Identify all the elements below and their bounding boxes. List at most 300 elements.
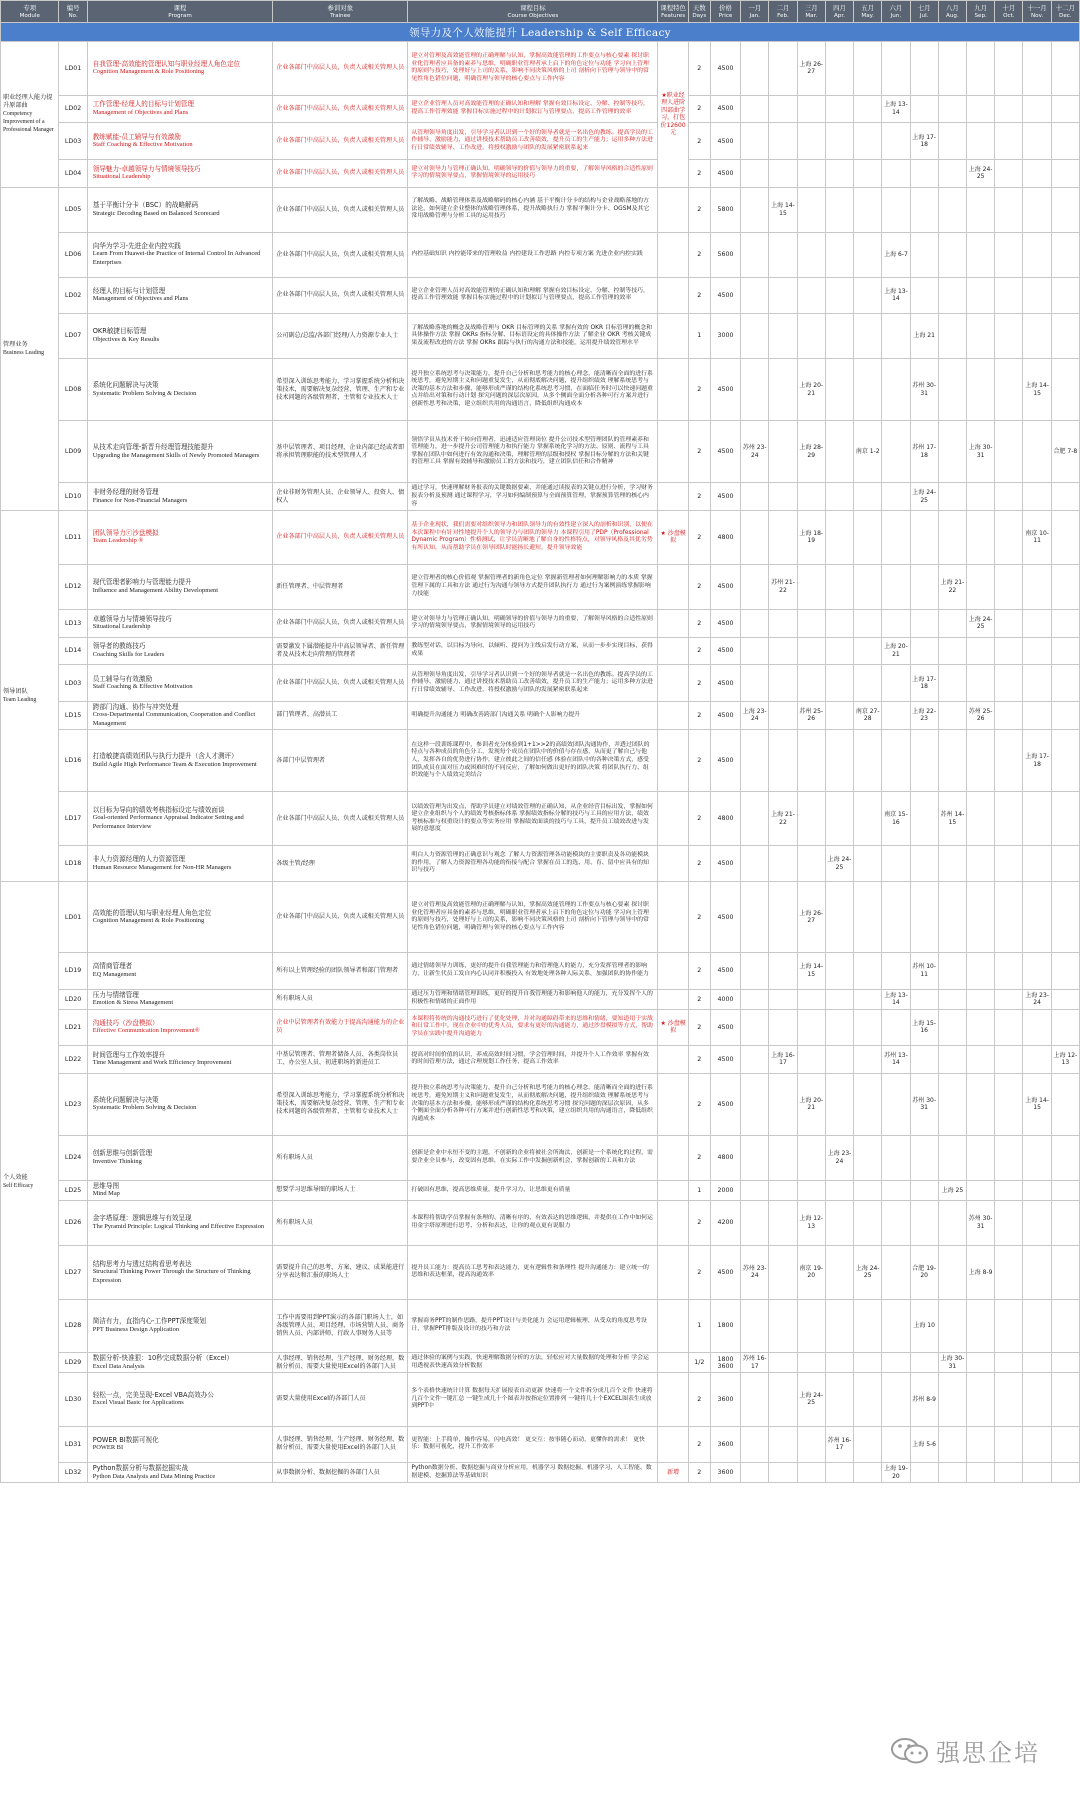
module-name-cn: 管理业务 [3, 340, 28, 348]
course-trainee: 各部门中层管理者 [273, 730, 408, 792]
schedule-cell [1051, 1245, 1079, 1299]
schedule-cell [938, 989, 966, 1009]
course-features [658, 1200, 688, 1245]
course-objectives: 教练型对话，以目标为导向，以倾听、提问为主线启发行动方案，从而一步步实现目标，获得成果 [408, 637, 658, 665]
course-price: 4500 [710, 701, 740, 730]
schedule-cell [938, 665, 966, 701]
schedule-cell [882, 882, 910, 953]
course-trainee: 企业各部门中高层人员、负责人或相关管理人员 [273, 159, 408, 187]
course-row [1, 1073, 1080, 1135]
course-name-cn: 团队领导力ⓒ沙盘模拟 [92, 528, 159, 537]
course-trainee: 工作中需要用到PPT演示的各部门职场人士，如各级管理人员、项目经理、市场营销人员、商务销售人员、内部讲师、行政人事财务人员等 [273, 1299, 408, 1353]
schedule-cell [1023, 1200, 1051, 1245]
schedule-cell [967, 989, 995, 1009]
course-name-en: Excel Data Analysis [92, 1362, 145, 1370]
course-name-cn: 卓越领导力与情境领导技巧 [92, 614, 172, 623]
schedule-cell [854, 730, 882, 792]
schedule-cell [882, 358, 910, 420]
schedule-cell [769, 511, 797, 565]
schedule-cell [995, 882, 1023, 953]
course-name-cn: 非财务经理的财务管理 [92, 488, 159, 497]
header-trainee: 参训对象 Trainee [273, 1, 408, 23]
course-days: 2 [688, 846, 710, 882]
schedule-cell: 苏州 25-26 [967, 701, 995, 730]
schedule-cell: 南京 10-11 [1023, 511, 1051, 565]
schedule-cell [769, 1463, 797, 1483]
schedule-cell [769, 701, 797, 730]
course-name-en: EQ Management [92, 970, 137, 978]
course-name-en: PPT Business Design Application [92, 1325, 180, 1333]
course-trainee: 中基层管理者、管理者储备人员、各类岗位员工、办公室人员、初进职场的新进员工 [273, 1045, 408, 1073]
course-objectives: 建立管理者的核心价值观 掌握管理者的新角色定位 掌握新管理者如何理解影响力的本质 掌握管理下属的工具和方法 通过行为沟通与领导方式提升团队执行力 通过行为案例演练掌握影响力技能 [408, 564, 658, 609]
course-objectives: 提高对时间价值的认识，养成高效时间习惯，学会管理时间，并提升个人工作效率 掌握有效的时间管理方法，通过合理规划工作任务，提高工作效率 [408, 1045, 658, 1073]
course-days: 2 [688, 1135, 710, 1180]
schedule-cell [967, 1180, 995, 1200]
course-features [658, 846, 688, 882]
course-name-cn: 高效能的管理认知与职业经理人角色定位 [92, 908, 212, 917]
course-trainee: 企业非财务管理人员、企业领导人、投资人、债权人 [273, 483, 408, 511]
schedule-cell [938, 1200, 966, 1245]
course-price: 4500 [710, 483, 740, 511]
course-name-cn: 领导者的教练技巧 [92, 642, 146, 651]
schedule-cell: 上海 21 [910, 313, 938, 358]
course-days: 1/2 [688, 1353, 710, 1373]
schedule-cell [1051, 159, 1079, 187]
course-row [1, 1426, 1080, 1462]
schedule-cell [910, 42, 938, 96]
course-code: LD22 [59, 1045, 87, 1073]
course-program [87, 159, 273, 187]
course-name-en: Cross-Departmental Communication, Cooperation and Conflict Management [92, 711, 256, 727]
course-price: 4500 [710, 882, 740, 953]
course-row [1, 882, 1080, 953]
schedule-cell [882, 1135, 910, 1180]
schedule-cell [797, 846, 825, 882]
schedule-cell [882, 953, 910, 989]
course-price: 4800 [710, 1135, 740, 1180]
schedule-cell [938, 1045, 966, 1073]
schedule-cell [797, 159, 825, 187]
schedule-cell [938, 730, 966, 792]
course-objectives: 本课程将帮助学员掌握有条理的、清晰有序的、有效表达的思维逻辑，并提供在工作中如何运用金字塔原理进行思考、分析和表达，让你的观点更有说服力 [408, 1200, 658, 1245]
course-objectives: 提升独立系统思考与决策能力，提升自己分析和思考能力的核心理念，能清晰而全面的进行系统思考，避免短期主义和问题重复发生，从而彻底解决问题，提升组织绩效 理解系统思考与决策的基本方法和步骤，能够形成严谨的结构化系统思考习惯 探究问题的深层次原因，从多个侧面全面分析各种可行方案并进行创新性思考和决策，建立组织共用的沟通语言，降低组织沟通成本 [408, 1073, 658, 1135]
schedule-cell [938, 1299, 966, 1353]
course-features [658, 637, 688, 665]
schedule-cell: 上海 21-22 [769, 792, 797, 846]
schedule-cell [741, 1045, 769, 1073]
course-objectives: Python数据分析、数据挖掘与商业分析应用，机器学习 数据挖掘、机器学习、人工智能、数据建模、挖掘算法等基础知识 [408, 1463, 658, 1483]
header-month: 二月 Feb. [769, 1, 797, 23]
schedule-cell [910, 1200, 938, 1245]
schedule-cell [1023, 159, 1051, 187]
schedule-cell [854, 313, 882, 358]
course-objectives: 建立对管理及高效能管理的正确理解与认知，掌握高效能管理的工作要点与核心要素 探讨职业化管理者应具备的素养与思维，明确职业管理者承上启下的角色定位与功能 学习向上管理的原则与技巧，处理好与上司的关系，影响不同决策风格的上司 剖析向下管理与领导中的常见性角色错位问题，明确管理与领导的核心要点与工作内容 [408, 42, 658, 96]
schedule-cell [797, 313, 825, 358]
course-program [87, 1200, 273, 1245]
schedule-cell [797, 1463, 825, 1483]
schedule-cell: 苏州 13-14 [882, 1045, 910, 1073]
schedule-cell [854, 1135, 882, 1180]
schedule-cell [797, 95, 825, 123]
schedule-cell: 苏州 16-17 [825, 1426, 853, 1462]
schedule-cell [995, 609, 1023, 637]
course-price: 4500 [710, 358, 740, 420]
schedule-cell [1051, 1463, 1079, 1483]
schedule-cell [797, 564, 825, 609]
schedule-cell [854, 483, 882, 511]
course-objectives: 基于企业现状，我们需要对组织领导力和团队领导力的有效性建立深入的剖析和识别，以便在本次课程中有针对性地提升个人的领导力与团队的领导力 本课程引用了PDP（Professional Dynamic Program）性格测试，让学员清晰地了解自身的性格特点，对领导风格及其优劣势有所认知，从而帮助学员在领导团队时能扬长避短，提升领导效能 [408, 511, 658, 565]
course-code: LD09 [59, 421, 87, 483]
schedule-cell [967, 95, 995, 123]
schedule-cell [769, 1180, 797, 1200]
schedule-cell [1023, 421, 1051, 483]
course-name-cn: 压力与情绪管理 [92, 990, 139, 999]
schedule-cell [741, 1073, 769, 1135]
course-features [658, 564, 688, 609]
course-days: 2 [688, 159, 710, 187]
course-trainee: 企业各部门中高层人员、负责人或相关管理人员 [273, 95, 408, 123]
header-price: 价格 Price [710, 1, 740, 23]
schedule-cell [825, 701, 853, 730]
schedule-cell [769, 953, 797, 989]
schedule-cell [825, 665, 853, 701]
schedule-cell [882, 1009, 910, 1045]
schedule-cell: 合肥 7-8 [1051, 421, 1079, 483]
course-row [1, 846, 1080, 882]
schedule-cell [1051, 609, 1079, 637]
schedule-cell: 苏州 8-9 [910, 1373, 938, 1427]
course-price: 4500 [710, 637, 740, 665]
course-name-cn: 跨部门沟通、协作与冲突处理 [92, 702, 179, 711]
schedule-cell: 上海 24-25 [967, 609, 995, 637]
schedule-cell [1051, 989, 1079, 1009]
course-program [87, 564, 273, 609]
schedule-cell [910, 792, 938, 846]
schedule-cell [854, 846, 882, 882]
schedule-cell: 上海 8-9 [967, 1245, 995, 1299]
course-price: 4500 [710, 609, 740, 637]
course-features [658, 701, 688, 730]
course-objectives: 打破固有思维，提高思维质量，提升学习力，让思维更有质量 [408, 1180, 658, 1200]
course-days: 2 [688, 123, 710, 159]
schedule-cell [741, 882, 769, 953]
course-objectives: 通过学习，快速理解财务报表的关键数据要素，并能通过读报表的关键点进行分析，学习财务报表分析及预测 通过课程学习，学习如何编制预算与全面预算管理，掌握预算管理的核心内容 [408, 483, 658, 511]
course-price: 4500 [710, 1245, 740, 1299]
course-price: 4500 [710, 421, 740, 483]
schedule-cell [854, 511, 882, 565]
schedule-cell [995, 123, 1023, 159]
course-name-cn: 系统化问题解决与决策 [92, 1095, 159, 1104]
course-row [1, 421, 1080, 483]
course-days: 2 [688, 1200, 710, 1245]
schedule-cell [1023, 792, 1051, 846]
schedule-cell [967, 232, 995, 277]
header-month: 八月 Aug. [938, 1, 966, 23]
schedule-cell [1051, 564, 1079, 609]
schedule-cell [741, 846, 769, 882]
course-program [87, 232, 273, 277]
course-name-en: Systematic Problem Solving & Decision [92, 1104, 197, 1112]
course-days: 1 [688, 313, 710, 358]
course-trainee: 企业各部门中高层人员、负责人或相关管理人员 [273, 187, 408, 232]
schedule-cell: 上海 24-25 [825, 846, 853, 882]
schedule-cell [741, 989, 769, 1009]
schedule-cell [938, 358, 966, 420]
course-days: 2 [688, 421, 710, 483]
schedule-cell: 上海 14-15 [1023, 358, 1051, 420]
schedule-cell [825, 1373, 853, 1427]
schedule-cell [797, 277, 825, 313]
course-trainee: 所有职场人员 [273, 989, 408, 1009]
schedule-cell [882, 609, 910, 637]
course-objectives: 本课程将传统的沟通技巧进行了优化处理，并对沟通障碍带来的思维和情绪，要知道用于实战和日常工作中。现在企业中的优秀人员，要求有更好的沟通能力，通过沙盘模拟等方式，帮助学员在实践中提升沟通能力 [408, 1009, 658, 1045]
schedule-cell [825, 609, 853, 637]
course-days: 2 [688, 483, 710, 511]
schedule-cell [938, 701, 966, 730]
schedule-cell [995, 95, 1023, 123]
course-code: LD24 [59, 1135, 87, 1180]
course-row [1, 483, 1080, 511]
course-trainee: 所有职场人员 [273, 1200, 408, 1245]
header-month: 七月 Jul. [910, 1, 938, 23]
course-row [1, 511, 1080, 565]
schedule-cell: 上海 14-15 [769, 187, 797, 232]
schedule-cell [825, 1073, 853, 1135]
schedule-cell [797, 1426, 825, 1462]
course-price: 4500 [710, 95, 740, 123]
course-objectives: 建立企业管理人员对高效能管理的正确认知和理解 掌握有效目标设定、分解、控制等技巧，提高工作管理效能 掌握目标实施过程中的计划拟订与管理要点，提高工作管理的效率 [408, 95, 658, 123]
schedule-cell: 上海 20-21 [797, 1073, 825, 1135]
schedule-cell [910, 846, 938, 882]
schedule-cell [1051, 846, 1079, 882]
schedule-cell [854, 1426, 882, 1462]
schedule-cell [967, 1299, 995, 1353]
course-program [87, 1045, 273, 1073]
course-price: 1800 [710, 1299, 740, 1353]
schedule-cell [1051, 313, 1079, 358]
course-days: 2 [688, 1073, 710, 1135]
schedule-cell [741, 358, 769, 420]
schedule-cell [825, 187, 853, 232]
schedule-cell: 上海 24-25 [967, 159, 995, 187]
schedule-cell [854, 1299, 882, 1353]
course-price: 4500 [710, 277, 740, 313]
schedule-cell [741, 1463, 769, 1483]
course-price: 4500 [710, 730, 740, 792]
schedule-cell [854, 187, 882, 232]
schedule-cell [967, 730, 995, 792]
schedule-cell [854, 277, 882, 313]
course-row [1, 123, 1080, 159]
course-days: 2 [688, 511, 710, 565]
course-name-en: Inventive Thinking [92, 1157, 142, 1165]
course-objectives: 了解战略、战略管理体系及战略解码的核心内涵 基于平衡计分卡的结构与企业战略落地的方法论，如何建立企业整体的战略管理体系，提升战略执行力 掌握平衡计分卡、OGSM及其它常用战略管理与分析工具的运用技巧 [408, 187, 658, 232]
course-row [1, 637, 1080, 665]
schedule-cell [995, 42, 1023, 96]
schedule-cell [967, 846, 995, 882]
schedule-cell [854, 1353, 882, 1373]
course-name-en: Python Data Analysis and Data Mining Practice [92, 1472, 216, 1480]
course-price: 4000 [710, 989, 740, 1009]
schedule-cell [769, 421, 797, 483]
schedule-cell [995, 483, 1023, 511]
schedule-cell [1051, 1200, 1079, 1245]
schedule-cell [769, 609, 797, 637]
course-trainee: 从事数据分析、数据挖掘的各部门人员 [273, 1463, 408, 1483]
course-objectives: 提升员工能力：提高员工思考和表达能力，更有逻辑性和条理性 提升沟通能力：建立统一的思维和表达框架，提高沟通效率 [408, 1245, 658, 1299]
course-features [658, 665, 688, 701]
course-price: 4200 [710, 1200, 740, 1245]
schedule-cell: 上海 24-25 [797, 1373, 825, 1427]
course-features [658, 1135, 688, 1180]
section-band [1, 23, 1080, 42]
schedule-cell [797, 1045, 825, 1073]
schedule-cell [882, 123, 910, 159]
schedule-cell [854, 882, 882, 953]
schedule-cell [1023, 637, 1051, 665]
course-name-en: Finance for Non-Financial Managers [92, 496, 188, 504]
schedule-cell [769, 1073, 797, 1135]
schedule-cell [797, 637, 825, 665]
course-code: LD02 [59, 95, 87, 123]
schedule-cell [882, 511, 910, 565]
course-code: LD19 [59, 953, 87, 989]
course-trainee: 企业中层管理者有效能力于提高沟通能力的企业员 [273, 1009, 408, 1045]
course-name-en: Time Management and Work Efficiency Improvement [92, 1059, 232, 1067]
schedule-cell [995, 358, 1023, 420]
schedule-cell [882, 701, 910, 730]
schedule-cell [910, 232, 938, 277]
course-program [87, 665, 273, 701]
schedule-cell [1051, 511, 1079, 565]
schedule-cell [995, 953, 1023, 989]
schedule-cell [769, 665, 797, 701]
schedule-cell [882, 159, 910, 187]
course-program [87, 1009, 273, 1045]
schedule-cell [769, 313, 797, 358]
course-program [87, 609, 273, 637]
course-trainee: 人事经理、销售经理、生产经理、财务经理、数据分析员、需要大量使用Excel的各部门人员 [273, 1426, 408, 1462]
schedule-cell: 上海 6-7 [882, 232, 910, 277]
course-code: LD06 [59, 232, 87, 277]
course-features: 新增 [658, 1463, 688, 1483]
module-cell [1, 187, 59, 511]
schedule-cell [825, 123, 853, 159]
course-trainee: 人事经理、销售经理、生产经理、财务经理，数据分析员、需要大量使用Excel的各部门人员 [273, 1353, 408, 1373]
header-month: 九月 Sep. [967, 1, 995, 23]
course-trainee: 希望深入训练思考能力，学习掌握系统分析和决策技术，需要解决复杂经营、管理、生产和专业技术问题的各级管理者、主管和专业技术人士 [273, 1073, 408, 1135]
table-body [1, 23, 1080, 1483]
course-program [87, 701, 273, 730]
course-row [1, 159, 1080, 187]
course-days: 2 [688, 792, 710, 846]
schedule-cell [1023, 1353, 1051, 1373]
course-price: 4500 [710, 159, 740, 187]
schedule-cell [1023, 42, 1051, 96]
schedule-cell [769, 95, 797, 123]
course-days: 2 [688, 564, 710, 609]
schedule-cell [967, 1463, 995, 1483]
schedule-cell [741, 564, 769, 609]
schedule-cell [910, 564, 938, 609]
schedule-cell: 上海 17-18 [1023, 730, 1051, 792]
course-days: 2 [688, 277, 710, 313]
course-row [1, 953, 1080, 989]
course-name-en: Management of Objectives and Plans [92, 108, 189, 116]
course-features [658, 1426, 688, 1462]
schedule-cell [995, 989, 1023, 1009]
module-cell [1, 42, 59, 188]
schedule-cell [910, 1045, 938, 1073]
course-days: 2 [688, 1009, 710, 1045]
course-name-cn: 打造敏捷高绩效团队与执行力提升（含人才测评） [92, 752, 238, 761]
schedule-cell [995, 511, 1023, 565]
schedule-cell [938, 277, 966, 313]
course-trainee: 需要提升自己的思考、方案、建议、成果能进行分享表达和汇报的职场人士 [273, 1245, 408, 1299]
schedule-cell: 苏州 17-18 [910, 421, 938, 483]
schedule-cell [825, 483, 853, 511]
schedule-cell [995, 701, 1023, 730]
course-row [1, 792, 1080, 846]
course-code: LD08 [59, 358, 87, 420]
course-features [658, 953, 688, 989]
course-code: LD15 [59, 701, 87, 730]
schedule-cell: 上海 24-25 [910, 483, 938, 511]
schedule-cell [854, 123, 882, 159]
schedule-cell [882, 1245, 910, 1299]
schedule-cell [825, 159, 853, 187]
schedule-cell [995, 1463, 1023, 1483]
course-objectives: 通过压力管理和情绪管理训练，更好的提升自我管理能力和影响他人的能力，充分发挥个人的积极性和情绪的正面作用 [408, 989, 658, 1009]
schedule-cell [825, 1353, 853, 1373]
schedule-cell: 上海 13-14 [882, 989, 910, 1009]
course-features [658, 609, 688, 637]
schedule-cell [882, 846, 910, 882]
course-row [1, 95, 1080, 123]
schedule-cell [797, 232, 825, 277]
schedule-cell [967, 564, 995, 609]
schedule-cell [882, 1180, 910, 1200]
schedule-cell [854, 1180, 882, 1200]
course-row [1, 42, 1080, 96]
schedule-cell [1051, 358, 1079, 420]
course-program [87, 1353, 273, 1373]
schedule-cell [769, 1353, 797, 1373]
course-code: LD27 [59, 1245, 87, 1299]
schedule-cell [825, 313, 853, 358]
course-name-en: Cognition Management & Role Positioning [92, 917, 205, 925]
schedule-cell [938, 95, 966, 123]
course-name-en: Situational Leadership [92, 173, 151, 181]
schedule-cell [995, 1245, 1023, 1299]
schedule-cell [938, 1426, 966, 1462]
schedule-cell [938, 1135, 966, 1180]
course-name-en: Cognition Management & Role Positioning [92, 68, 205, 76]
course-program [87, 277, 273, 313]
course-days: 2 [688, 187, 710, 232]
schedule-cell [741, 483, 769, 511]
course-objectives: 内控基础知识 内控能带来的管理收益 内控建设工作思路 内控专项方案 先进企业内控实践 [408, 232, 658, 277]
schedule-cell [1023, 1135, 1051, 1180]
schedule-cell: 苏州 16-17 [741, 1353, 769, 1373]
course-features [658, 313, 688, 358]
course-trainee: 希望深入训练思考能力，学习掌握系统分析和决策技术，需要解决复杂经营、管理、生产和专业技术问题的各级管理者、主管和专业技术人士 [273, 358, 408, 420]
schedule-cell [854, 1009, 882, 1045]
schedule-cell [967, 511, 995, 565]
schedule-cell [741, 637, 769, 665]
course-name-cn: 结构思考力与透过结构看思考表达 [92, 1259, 192, 1268]
schedule-cell [1051, 730, 1079, 792]
